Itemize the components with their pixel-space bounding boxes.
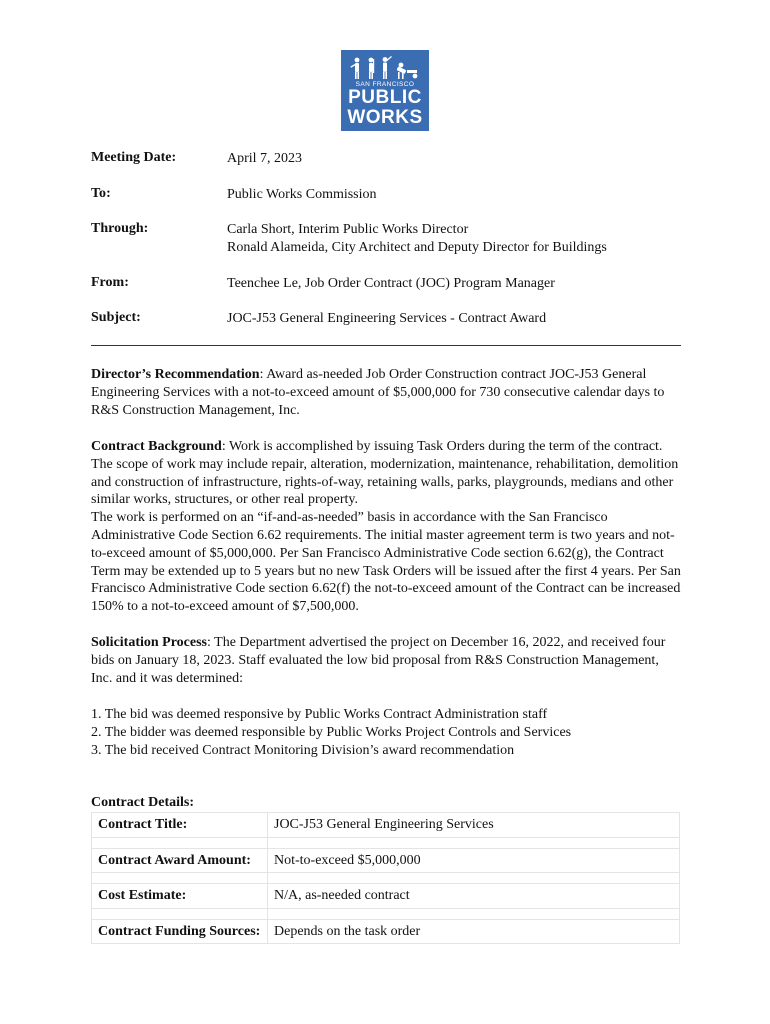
contract-award-amount-value: Not-to-exceed $5,000,000 [268, 848, 680, 873]
header-divider [91, 345, 681, 346]
to-label: To [91, 186, 107, 201]
details-heading: Contract Details [91, 795, 190, 810]
meeting-date-label: Meeting Date [91, 150, 172, 165]
solicitation-paragraph: Solicitation Process: The Department advertised the project on December 16, 2022, and received four bids on January 18, 2023. Staff evaluated the low bid proposal from R&S Construction Management, Inc. and it was determined: [91, 635, 666, 686]
recommendation-heading: Director’s Recommendation [91, 367, 260, 382]
workers-silhouette-icon [349, 56, 421, 80]
through-value-line-1: Carla Short, Interim Public Works Director [227, 222, 469, 237]
logo-public-text: PUBLIC [348, 87, 422, 108]
to-value: Public Works Commission [227, 187, 377, 202]
background-body-1: Work is accomplished by issuing Task Orders during the term of the contract. The scope of work may include repair, alteration, modernization, maintenance, rehabilitation, demolition and construction of infrastructure, rights-of-way, retaining walls, parks, playgrounds, medians and other similar works, structures, or other real property. [91, 439, 679, 508]
public-works-logo [341, 50, 429, 131]
background-body-2: The work is performed on an “if-and-as-needed” basis in accordance with the San Francisco Administrative Code Section 6.62 requirements. The initial master agreement term is two years and not-to-exceed amount of $5,000,000. Per San Francisco Administrative Code section 6.62(g), the Contract Term may be extended up to 5 years but no new Task Orders will be issued after the first 4 years. Per San Francisco Administrative Code section 6.62(f) the not-to-exceed amount of the Contract can be increased 150% to a not-to-exceed amount of $7,500,000. [91, 510, 681, 615]
solicitation-heading: Solicitation Process [91, 635, 208, 650]
background-paragraph: Contract Background: Work is accomplished by issuing Task Orders during the term of the contract. The scope of work may include repair, alteration, modernization, maintenance, rehabilitation, demolition and construction of infrastructure, rights-of-way, retaining walls, parks, playgrounds, medians and other similar works, structures, or other real property. The work is performed on an “if-and-as-needed” basis in accordance with the San Francisco Administrative Code Section 6.62 requirements. The initial master agreement term is two years and not-to-exceed amount of $5,000,000. Per San Francisco Administrative Code section 6.62(g), the Contract Term may be extended up to 5 years but no new Task Orders will be issued after the first 4 years. Per San Francisco Administrative Code section 6.62(f) the not-to-exceed amount of the Contract can be increased 150% to a not-to-exceed amount of $7,500,000. [91, 439, 681, 615]
contract-title-key: Contract Title [98, 817, 183, 832]
logo-works-text: WORKS [347, 107, 423, 128]
subject-label: Subject [91, 310, 137, 325]
background-heading: Contract Background [91, 439, 222, 454]
from-label: From [91, 275, 125, 290]
contract-funding-sources-value: Depends on the task order [268, 919, 680, 944]
through-label: Through [91, 221, 144, 236]
details-heading-line: Contract Details: [91, 795, 195, 810]
table-row: Cost Estimate: N/A, as-needed contract [92, 884, 680, 909]
cost-estimate-key: Cost Estimate [98, 888, 182, 903]
recommendation-body: Award as-needed Job Order Construction contract JOC-J53 General Engineering Services with a not-to-exceed amount of $5,000,000 for 730 consecutive calendar days to R&S Construction Management, Inc. [91, 367, 665, 418]
table-row: Contract Funding Sources: Depends on the task order [92, 919, 680, 944]
subject-value: JOC-J53 General Engineering Services - Contract Award [227, 311, 547, 326]
contract-details-table [91, 812, 680, 944]
contract-title-value: JOC-J53 General Engineering Services [268, 813, 680, 838]
solicitation-body: The Department advertised the project on December 16, 2022, and received four bids on January 18, 2023. Staff evaluated the low bid proposal from R&S Construction Management, Inc. and it was determined: [91, 635, 666, 686]
recommendation-paragraph: Director’s Recommendation: Award as-needed Job Order Construction contract JOC-J53 General Engineering Services with a not-to-exceed amount of $5,000,000 for 730 consecutive calendar days to R&S Construction Management, Inc. [91, 367, 665, 418]
meeting-date-value: April 7, 2023 [227, 151, 303, 166]
table-row: Contract Title: JOC-J53 General Engineering Services [92, 813, 680, 838]
list-item: 1. The bid was deemed responsive by Public Works Contract Administration staff [91, 707, 548, 722]
contract-funding-sources-key: Contract Funding Sources [98, 923, 256, 939]
from-value: Teenchee Le, Job Order Contract (JOC) Program Manager [227, 276, 555, 291]
list-item: 3. The bid received Contract Monitoring Division’s award recommendation [91, 742, 515, 758]
determination-list [91, 706, 691, 759]
contract-award-amount-key: Contract Award Amount [98, 852, 247, 868]
through-value-line-2: Ronald Alameida, City Architect and Deputy Director for Buildings [227, 240, 607, 255]
cost-estimate-value: N/A, as-needed contract [268, 884, 680, 909]
logo-city-text: SAN FRANCISCO [355, 81, 415, 88]
table-row: Contract Award Amount: Not-to-exceed $5,000,000 [92, 848, 680, 873]
list-item: 2. The bidder was deemed responsible by Public Works Project Controls and Services [91, 724, 572, 740]
